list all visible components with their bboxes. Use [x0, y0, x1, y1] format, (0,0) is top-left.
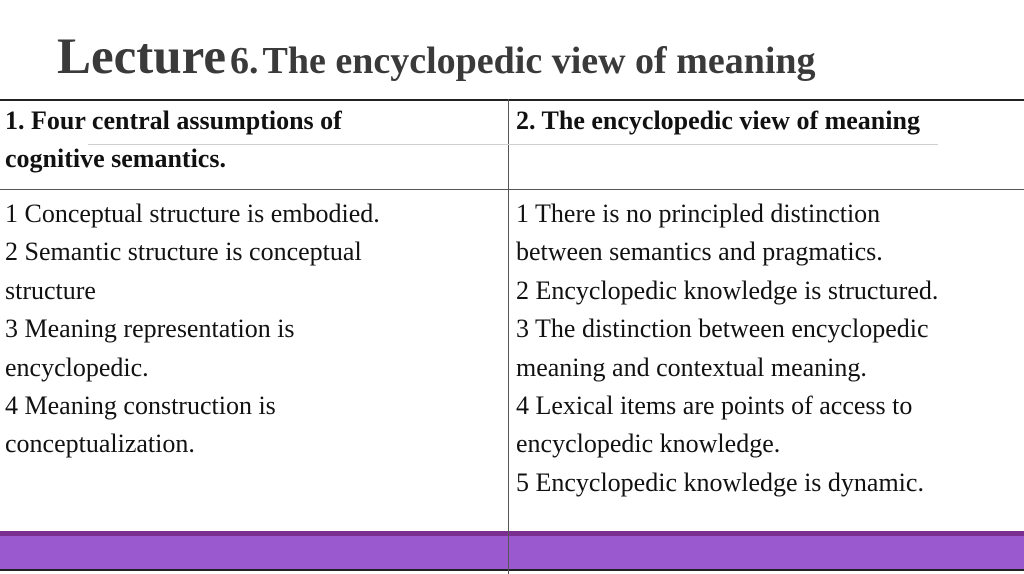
left-line: encyclopedic.: [5, 352, 149, 382]
right-line: meaning and contextual meaning.: [516, 352, 867, 382]
left-line: 4 Meaning construction is: [5, 391, 276, 421]
table-bottom-rule: [0, 569, 1024, 571]
right-line: encyclopedic knowledge.: [516, 429, 781, 459]
left-line: 3 Meaning representation is: [5, 314, 295, 344]
body-cell-right: [516, 195, 1016, 502]
footer-band-edge: [0, 531, 1024, 536]
left-line: structure: [5, 275, 96, 305]
title-text: The encyclopedic view of meaning: [262, 40, 816, 82]
right-line: 4 Lexical items are points of access to: [516, 391, 913, 421]
footer-band: [0, 531, 1024, 569]
right-line: 1 There is no principled distinction: [516, 199, 881, 228]
right-line: 5 Encyclopedic knowledge is dynamic.: [516, 467, 924, 497]
table-column-divider: [508, 99, 509, 574]
left-line: conceptualization.: [5, 429, 195, 459]
title-lecture-word: Lecture: [57, 29, 226, 85]
right-line: between semantics and pragmatics.: [516, 237, 883, 267]
body-cell-left: [5, 195, 500, 464]
right-line: 3 The distinction between encyclopedic: [516, 314, 929, 344]
header-cell-left: [5, 102, 500, 178]
page-title: [57, 28, 816, 86]
left-line: 2 Semantic structure is conceptual: [5, 237, 362, 267]
table-header-rule: [0, 189, 1024, 190]
left-line: 1 Conceptual structure is embodied.: [5, 199, 380, 228]
header-cell-right: [516, 102, 1016, 140]
title-number: 6.: [230, 40, 259, 82]
table-top-rule: [0, 99, 1024, 101]
comparison-table: [0, 99, 1024, 574]
header-right-line: 2. The encyclopedic view of meaning: [516, 106, 920, 135]
header-left-line: cognitive semantics.: [5, 144, 226, 173]
header-left-line: 1. Four central assumptions of: [5, 106, 342, 135]
right-line: 2 Encyclopedic knowledge is structured.: [516, 275, 939, 305]
